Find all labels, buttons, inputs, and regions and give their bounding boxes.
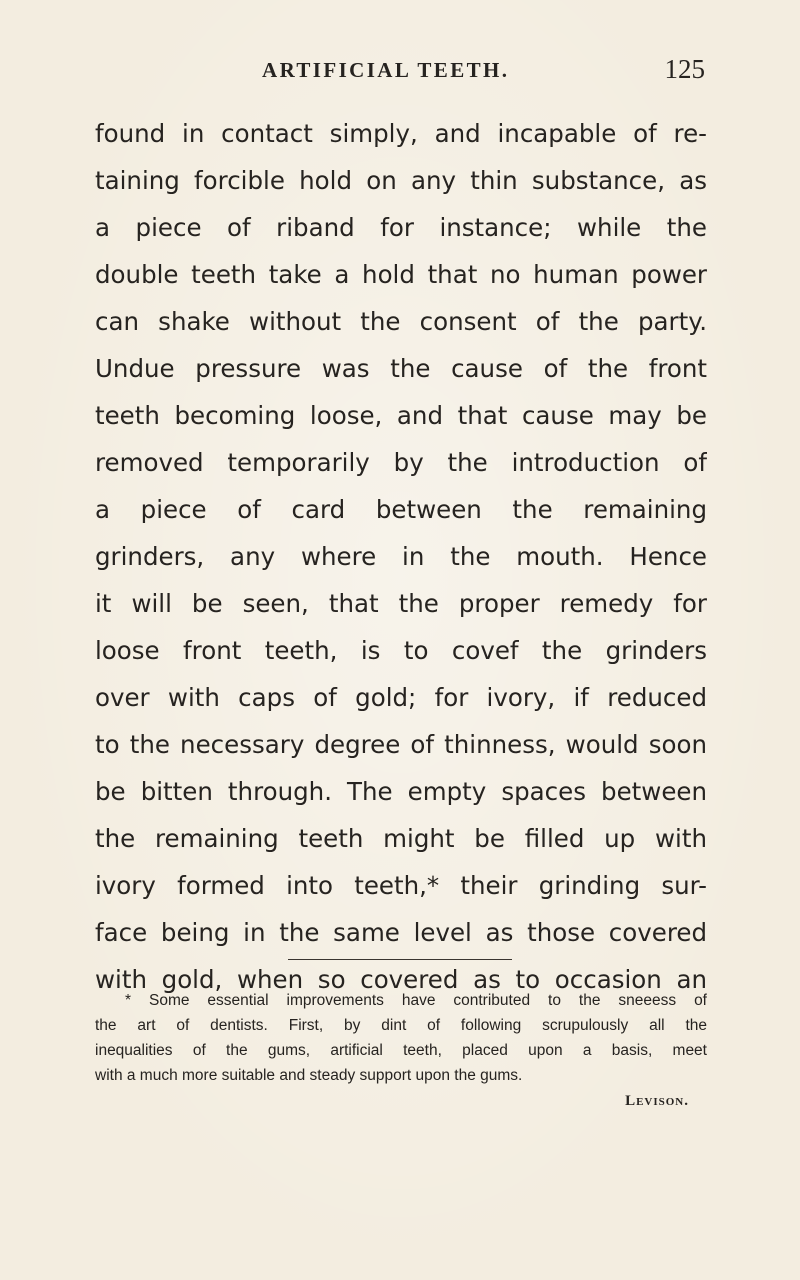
text-line: it will be seen, that the proper remedy for bbox=[95, 589, 707, 618]
footnote-line: inequalities of the gums, artificial teeth, placed upon a basis, meet bbox=[95, 1042, 707, 1059]
text-line: ivory formed into teeth,* their grinding sur- bbox=[95, 871, 707, 900]
body-text bbox=[95, 110, 707, 1003]
running-head bbox=[95, 54, 705, 88]
page-number: 125 bbox=[664, 54, 705, 84]
text-line: to the necessary degree of thinness, would soon bbox=[95, 730, 707, 759]
text-line: over with caps of gold; for ivory, if reduced bbox=[95, 683, 707, 712]
text-line: teeth becoming loose, and that cause may be bbox=[95, 401, 707, 430]
footnote bbox=[95, 988, 707, 1114]
text-line: loose front teeth, is to covef the grinders bbox=[95, 636, 707, 665]
text-line: double teeth take a hold that no human power bbox=[95, 260, 707, 289]
text-line: be bitten through. The empty spaces between bbox=[95, 777, 707, 806]
text-line: a piece of card between the remaining bbox=[95, 495, 707, 524]
text-line: a piece of riband for instance; while the bbox=[95, 213, 707, 242]
footnote-divider bbox=[288, 959, 512, 960]
footnote-signature: Levison. bbox=[625, 1093, 689, 1109]
text-line: removed temporarily by the introduction of bbox=[95, 448, 707, 477]
text-line: taining forcible hold on any thin substance, as bbox=[95, 166, 707, 195]
footnote-line: the art of dentists. First, by dint of following scrupulously all the bbox=[95, 1017, 707, 1034]
footnote-line: with a much more suitable and steady support upon the gums. bbox=[95, 1067, 523, 1084]
text-line: found in contact simply, and incapable of re- bbox=[95, 119, 707, 148]
text-line: can shake without the consent of the party. bbox=[95, 307, 707, 336]
footnote-line: * Some essential improvements have contributed to the sneeess of bbox=[125, 992, 707, 1009]
text-line: Undue pressure was the cause of the front bbox=[95, 354, 707, 383]
running-title: ARTIFICIAL TEETH. bbox=[262, 58, 510, 82]
text-line: grinders, any where in the mouth. Hence bbox=[95, 542, 707, 571]
text-line: the remaining teeth might be filled up with bbox=[95, 824, 707, 853]
text-line: with gold, when so covered as to occasion an bbox=[95, 965, 707, 994]
text-line: face being in the same level as those covered bbox=[95, 918, 707, 947]
